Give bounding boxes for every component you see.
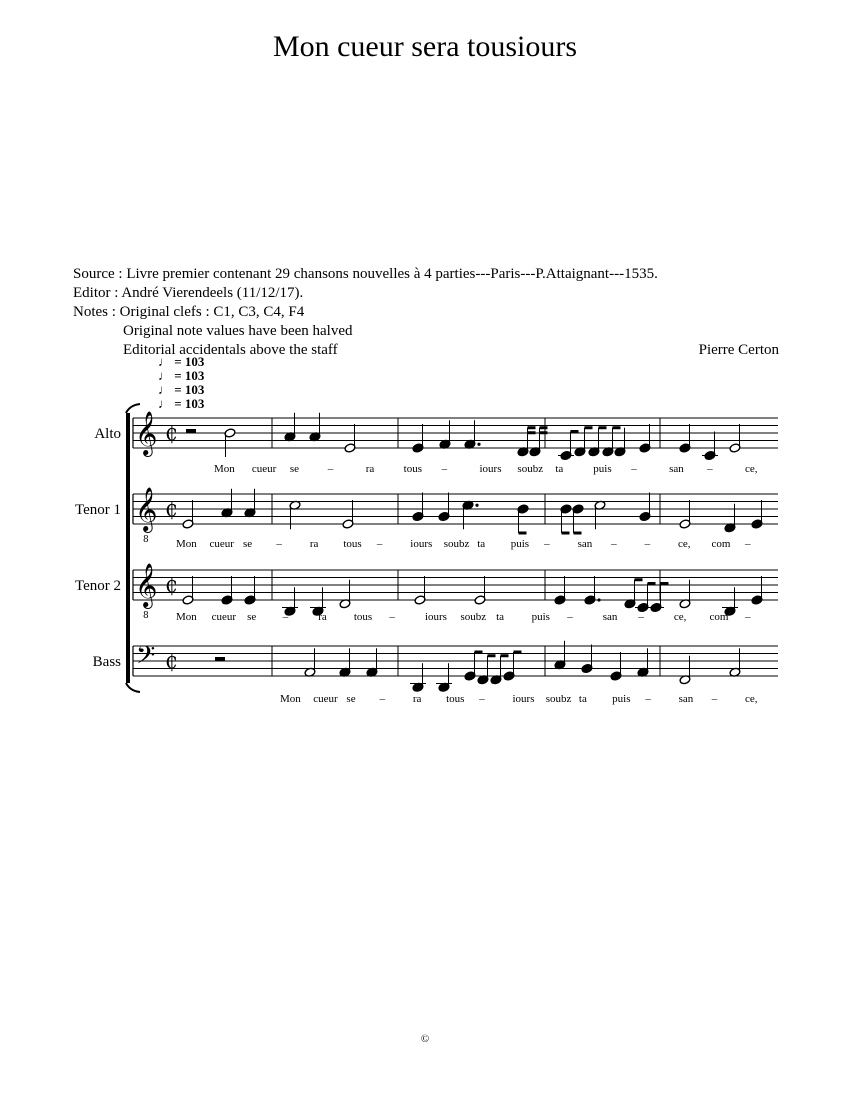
lyric-syllable: – [389, 611, 395, 623]
dot [597, 598, 600, 601]
octave-8-icon: 8 [143, 535, 149, 545]
bracket-bottom [126, 683, 140, 692]
lyric-syllable: se [247, 611, 257, 623]
lyric-syllable: – [711, 693, 718, 705]
lyric-syllable: ce, [678, 538, 691, 550]
lyric-syllable: – [567, 611, 573, 623]
lyric-syllable: – [644, 538, 651, 550]
lyric-syllable: – [745, 538, 751, 550]
lyric-syllable: ta [496, 611, 505, 623]
lyric-syllable: iours [479, 463, 502, 475]
lyric-syllable: – [276, 538, 282, 550]
notes-line-2: Original note values have been halved [123, 323, 353, 339]
treble-clef-icon: 𝄞 [135, 411, 158, 455]
lyric-syllable: tous [343, 538, 362, 550]
lyric-syllable: iours [410, 538, 433, 550]
lyric-syllable: se [242, 538, 253, 550]
lyric-syllable: tous [403, 463, 422, 475]
notes-line-3: Editorial accidentals above the staff [123, 342, 338, 358]
copyright: © [420, 1033, 430, 1045]
lyric-syllable: – [611, 538, 617, 550]
tempo-mark: ♩ = 103 [158, 354, 205, 369]
lyric-syllable: iours [424, 611, 447, 623]
lyric-syllable: ce, [745, 463, 758, 475]
lyric-syllable: san [577, 538, 593, 550]
cut-time-icon: ₵ [165, 649, 178, 673]
lyric-syllable: ta [477, 538, 486, 550]
lyric-syllable: iours [512, 693, 535, 705]
tempo-mark: ♩ = 103 [158, 368, 205, 383]
lyric-syllable: san [669, 463, 684, 475]
lyric-syllable: tous [446, 693, 465, 705]
lyric-syllable: cueur [313, 693, 338, 705]
lyric-syllable: Mon [214, 463, 235, 475]
source-line: Source : Livre premier contenant 29 chansons nouvelles à 4 parties---Paris---P.Attaignant---1535. [73, 266, 658, 282]
lyric-syllable: ra [318, 611, 327, 623]
lyric-syllable: Mon [280, 693, 301, 705]
cut-time-icon: ₵ [165, 421, 178, 445]
half-rest [215, 657, 225, 661]
lyric-syllable: com [709, 611, 729, 623]
lyric-syllable: – [282, 611, 289, 623]
treble-clef-icon: 𝄞 [135, 563, 158, 607]
lyric-syllable: – [379, 693, 386, 705]
octave-8-icon: 8 [143, 611, 149, 621]
lyric-syllable: – [745, 611, 751, 623]
part-name-tenor-2: Tenor 2 [74, 578, 121, 594]
part-name-alto: Alto [94, 426, 121, 442]
lyric-syllable: – [645, 693, 651, 705]
lyric-syllable: puis [510, 538, 530, 550]
lyric-syllable: ce, [745, 693, 758, 705]
lyric-syllable: – [631, 463, 637, 475]
dot [477, 443, 480, 446]
lyric-syllable: – [479, 693, 485, 705]
lyric-syllable: ra [365, 463, 375, 475]
lyric-syllable: – [376, 538, 383, 550]
cut-time-icon: ₵ [165, 497, 178, 521]
lyric-syllable: – [544, 538, 550, 550]
tempo-mark: ♩ = 103 [158, 382, 205, 397]
lyric-syllable: se [346, 693, 356, 705]
lyric-syllable: san [678, 693, 694, 705]
lyric-syllable: cueur [209, 538, 234, 550]
cut-time-icon: ₵ [165, 573, 178, 597]
lyric-syllable: soubz [545, 693, 572, 705]
lyric-syllable: puis [531, 611, 550, 623]
lyric-syllable: – [638, 611, 644, 623]
tempo-mark: ♩ = 103 [158, 396, 205, 411]
lyric-syllable: tous [353, 611, 373, 623]
lyric-syllable: – [707, 463, 713, 475]
lyric-syllable: ra [412, 693, 422, 705]
lyric-syllable: Mon [176, 538, 197, 550]
editor-line: Editor : André Vierendeels (11/12/17). [73, 285, 304, 301]
dot [475, 504, 478, 507]
part-name-tenor-1: Tenor 1 [74, 502, 121, 518]
lyric-syllable: san [602, 611, 618, 623]
lyric-syllable: soubz [517, 463, 544, 475]
lyric-syllable: cueur [211, 611, 236, 623]
lyric-syllable: – [327, 463, 334, 475]
lyric-syllable: ra [309, 538, 319, 550]
half-rest [186, 429, 196, 433]
lyric-syllable: se [289, 463, 300, 475]
treble-clef-icon: 𝄞 [135, 487, 158, 531]
lyric-syllable: soubz [460, 611, 487, 623]
notes-line-1: Notes : Original clefs : C1, C3, C4, F4 [73, 304, 305, 320]
lyric-syllable: ta [555, 463, 564, 475]
lyric-syllable: cueur [251, 463, 277, 475]
lyric-syllable: ce, [673, 611, 687, 623]
bass-clef-icon: 𝄢 [136, 641, 156, 676]
part-name-bass: Bass [92, 654, 121, 670]
lyric-syllable: Mon [176, 611, 197, 623]
composer: Pierre Certon [698, 342, 779, 358]
lyric-syllable: ta [578, 693, 587, 705]
lyric-syllable: – [441, 463, 448, 475]
lyric-syllable: soubz [443, 538, 470, 550]
lyric-syllable: puis [612, 693, 631, 705]
lyric-syllable: com [711, 538, 731, 550]
lyric-syllable: puis [593, 463, 612, 475]
score-title: Mon cueur sera tousiours [272, 30, 578, 63]
